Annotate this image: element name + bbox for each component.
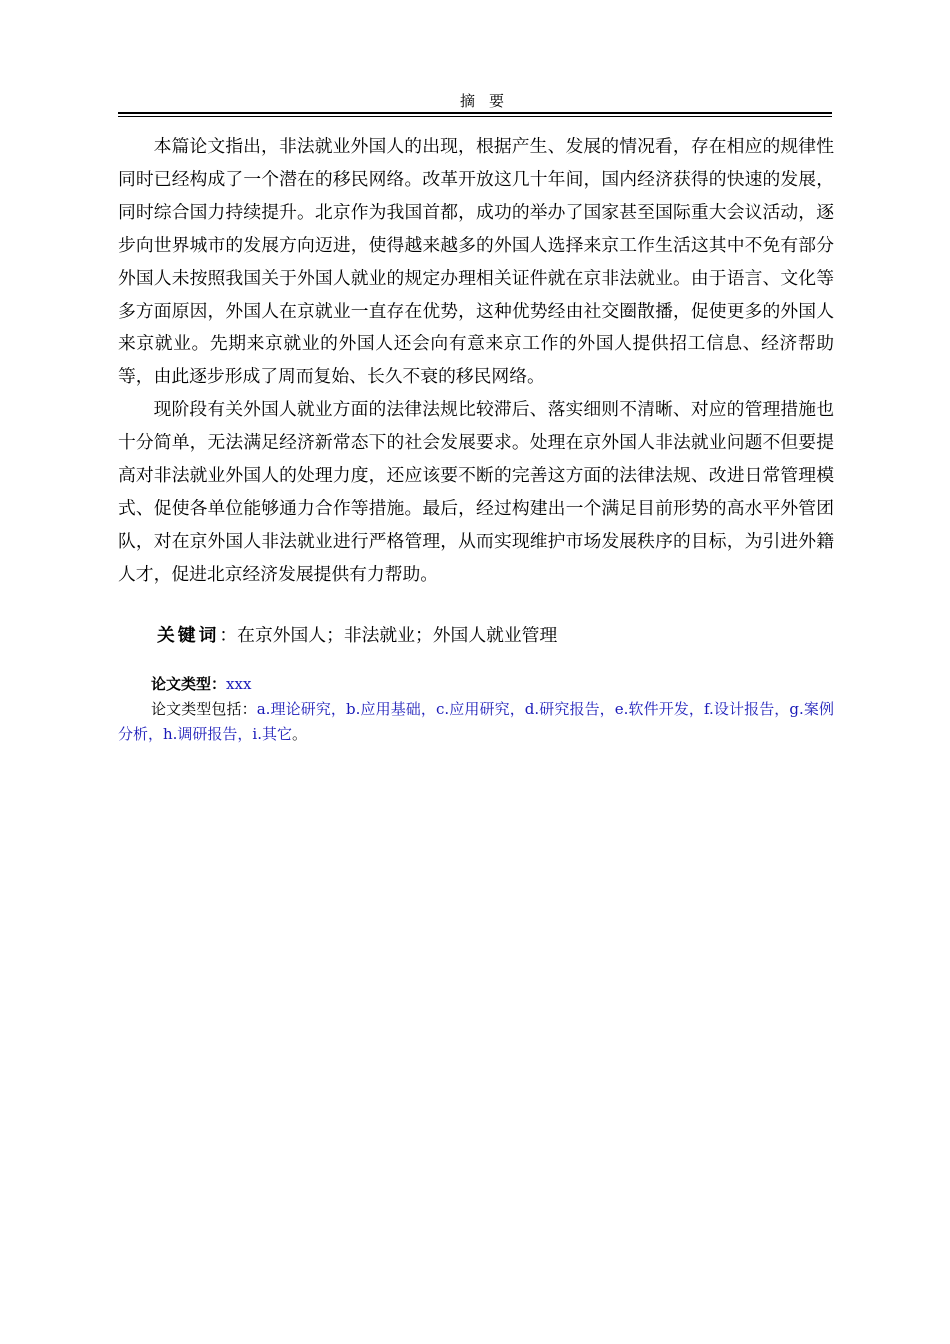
abstract-paragraph-1: 本篇论文指出，非法就业外国人的出现，根据产生、发展的情况看，存在相应的规律性同时已经构成了一个潜在的移民网络。改革开放这几十年间，国内经济获得的快速的发展，同时综合国力持续提升。北京作为我国首都，成功的举办了国家甚至国际重大会议活动，逐步向世界城市的发展方向迈进，使得越来越多的外国人选择来京工作生活这其中不免有部分外国人未按照我国关于外国人就业的规定办理相关证件就在京非法就业。由于语言、文化等多方面原因，外国人在京就业一直存在优势，这种优势经由社交圈散播，促使更多的外国人来京就业。先期来京就业的外国人还会向有意来京工作的外国人提供招工信息、经济帮助等，由此逐步形成了周而复始、长久不衰的移民网络。 <box>118 136 834 388</box>
thesis-type-options-prefix: 论文类型包括： <box>151 700 257 718</box>
keywords-text: 在京外国人；非法就业；外国人就业管理 <box>237 625 558 646</box>
thesis-type-line <box>118 672 834 697</box>
thesis-type-options: a.理论研究，b.应用基础，c.应用研究，d.研究报告，e.软件开发，f.设计报告，g.案例分析，h.调研报告，i.其它 <box>118 700 834 743</box>
page-header-title: 摘要 <box>459 92 518 110</box>
header-rule-thick <box>118 112 832 114</box>
abstract-body <box>118 131 834 592</box>
abstract-paragraph-2: 现阶段有关外国人就业方面的法律法规比较滞后、落实细则不清晰、对应的管理措施也十分简单，无法满足经济新常态下的社会发展要求。处理在京外国人非法就业问题不但要提高对非法就业外国人的处理力度，还应该要不断的完善这方面的法律法规、改进日常管理模式、促使各单位能够通力合作等措施。最后，经过构建出一个满足目前形势的高水平外管团队，对在京外国人非法就业进行严格管理，从而实现维护市场发展秩序的目标，为引进外籍人才，促进北京经济发展提供有力帮助。 <box>118 399 834 585</box>
thesis-type-block <box>118 672 834 747</box>
thesis-type-label: 论文类型 <box>151 675 212 693</box>
keywords-line <box>157 620 557 652</box>
thesis-type-options-end: 。 <box>292 725 308 743</box>
keywords-label: 关键词 <box>157 625 220 646</box>
thesis-type-colon: ： <box>211 675 227 693</box>
thesis-type-options-line <box>118 697 834 747</box>
keywords-colon: ： <box>219 625 238 646</box>
header-rule-thin <box>118 116 832 117</box>
thesis-type-value: xxx <box>226 675 252 693</box>
